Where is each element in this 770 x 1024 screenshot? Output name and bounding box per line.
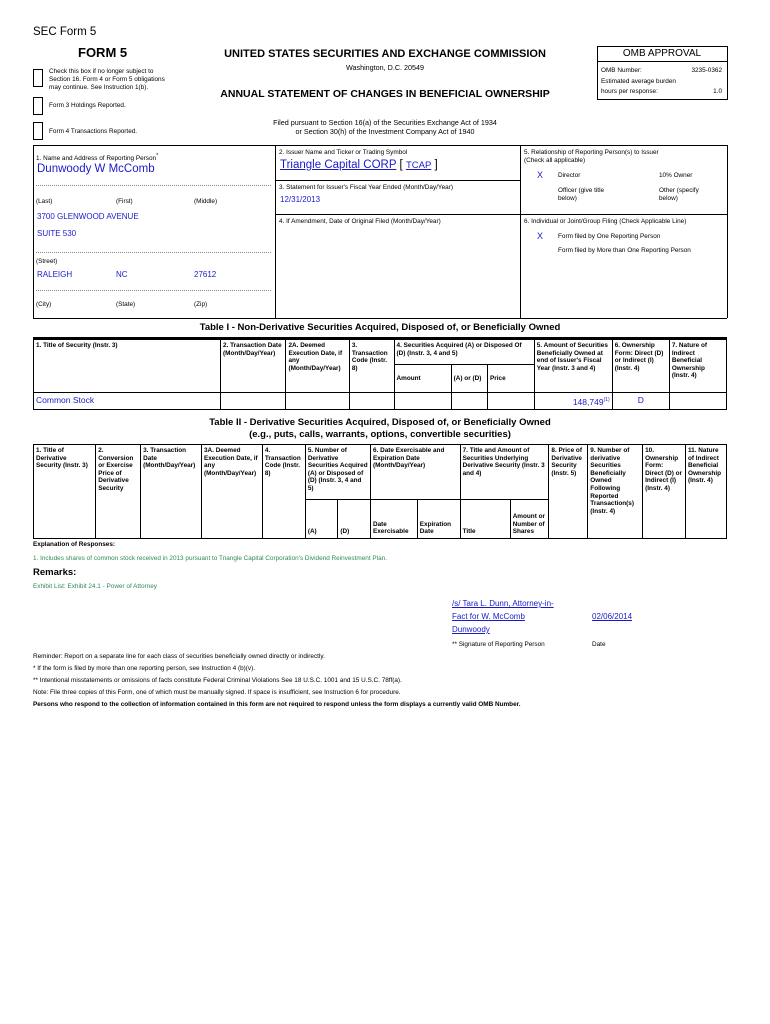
- director-label: Director: [558, 172, 581, 179]
- reporting-person-label: 1. Name and Address of Reporting Person*: [36, 153, 159, 163]
- omb-burden-label-2: hours per response:: [601, 88, 658, 95]
- signature-line-3: Dunwoody: [452, 625, 490, 634]
- t2-header-owned: 9. Number of derivative Securities Beneficially Owned Following Reported Transaction(s) (Instr. 4): [588, 445, 643, 539]
- omb-response-note: Persons who respond to the collection of information contained in this form are not required to respond unless the form displays a currently valid OMB Number.: [33, 701, 521, 708]
- filing-label: 6. Individual or Joint/Group Filing (Check Applicable Line): [524, 218, 687, 225]
- explanation-note-1: 1. Includes shares of common stock received in 2013 pursuant to Triangle Capital Corporation's Dividend Reinvestment Plan.: [33, 555, 387, 562]
- t2-header-title: 1. Title of Derivative Security (Instr. 3): [34, 445, 96, 539]
- zip-value: 27612: [194, 270, 217, 279]
- no-longer-subject-text-2: Section 16. Form 4 or Form 5 obligations: [49, 76, 165, 83]
- t1-header-title: 1. Title of Security (Instr. 3): [34, 340, 221, 393]
- issuer-name-row: Triangle Capital CORP [ TCAP ]: [280, 159, 438, 171]
- state-value: NC: [116, 270, 128, 279]
- remarks-text: Exhibit List: Exhibit 24.1 - Power of Attorney: [33, 583, 157, 590]
- table1: [33, 339, 727, 410]
- date-label: Date: [592, 641, 606, 648]
- t1-header-nature: 7. Nature of Indirect Beneficial Ownership (Instr. 4): [669, 340, 726, 393]
- t1-row-security: Common Stock: [34, 393, 221, 410]
- t1-header-amount: Amount: [394, 365, 451, 393]
- table1-title: Table I - Non-Derivative Securities Acquired, Disposed of, or Beneficially Owned: [199, 322, 561, 333]
- t2-header-expiration: Expiration Date: [417, 500, 460, 539]
- t2-header-ownership: 10. Ownership Form: Direct (D) or Indirect (I) (Instr. 4): [643, 445, 686, 539]
- doc-title: SEC Form 5: [33, 26, 97, 38]
- amendment-label: 4. If Amendment, Date of Original Filed (Month/Day/Year): [279, 218, 441, 225]
- t1-header-date: 2. Transaction Date (Month/Day/Year): [221, 340, 286, 393]
- form4-transactions-checkbox[interactable]: [33, 122, 43, 140]
- director-mark[interactable]: X: [537, 170, 544, 180]
- form4-transactions-label: Form 4 Transactions Reported.: [49, 128, 138, 135]
- t2-header-underlying: 7. Title and Amount of Securities Underlying Derivative Security (Instr. 3 and 4): [460, 445, 549, 500]
- filed-pursuant-1: Filed pursuant to Section 16(a) of the Securities Exchange Act of 1934: [273, 118, 497, 127]
- t2-header-conversion: 2. Conversion or Exercise Price of Derivative Security: [96, 445, 141, 539]
- issuer-name: Triangle Capital CORP: [280, 159, 397, 171]
- city-label: (City): [36, 301, 52, 308]
- ten-percent-owner-label: 10% Owner: [659, 172, 693, 179]
- form-title: FORM 5: [78, 45, 128, 60]
- no-longer-subject-text-3: may continue. See Instruction 1(b).: [49, 84, 149, 91]
- more-person-label: Form filed by More than One Reporting Person: [558, 247, 691, 254]
- t1-header-securities: 4. Securities Acquired (A) or Disposed Of (D) (Instr. 3, 4 and 5): [394, 340, 534, 365]
- table-row: [34, 393, 727, 410]
- omb-number-value: 3235-0362: [691, 67, 722, 74]
- omb-header: OMB APPROVAL: [622, 48, 702, 59]
- street-label: (Street): [36, 258, 58, 265]
- t2-header-date: 3. Transaction Date (Month/Day/Year): [141, 445, 202, 539]
- omb-number-label: OMB Number:: [601, 67, 642, 74]
- statement-title: ANNUAL STATEMENT OF CHANGES IN BENEFICIAL OWNERSHIP: [220, 88, 550, 100]
- street-line-2: SUITE 530: [37, 229, 77, 238]
- t2-header-number: 5. Number of Derivative Securities Acquired (A) or Disposed of (D) (Instr. 3, 4 and 5): [305, 445, 370, 500]
- t2-header-price: 8. Price of Derivative Security (Instr. 5): [549, 445, 588, 539]
- other-label-1: Other (specify: [659, 187, 699, 194]
- star-note: * If the form is filed by more than one reporting person, see Instruction 4 (b)(v).: [33, 665, 255, 672]
- t1-header-amount-owned: 5. Amount of Securities Beneficially Owned at end of Issuer's Fiscal Year (Instr. 3 and 4): [534, 340, 612, 393]
- relationship-label-2: (Check all applicable): [524, 157, 586, 164]
- omb-burden-value: 1.0: [713, 88, 722, 95]
- last-name-label: (Last): [36, 198, 53, 205]
- t2-header-amount-shares: Amount or Number of Shares: [510, 500, 549, 539]
- issuer-label: 2. Issuer Name and Ticker or Trading Symbol: [279, 149, 408, 156]
- t1-header-ownership: 6. Ownership Form: Direct (D) or Indirect (I) (Instr. 4): [612, 340, 669, 393]
- table2-title-1: Table II - Derivative Securities Acquired, Disposed of, or Beneficially Owned: [209, 417, 551, 428]
- reminder-note: Reminder: Report on a separate line for each class of securities beneficially owned directly or indirectly.: [33, 653, 325, 660]
- t2-header-a: (A): [305, 500, 338, 539]
- t2-header-nature: 11. Nature of Indirect Beneficial Ownership (Instr. 4): [685, 445, 726, 539]
- first-name-label: (First): [116, 198, 133, 205]
- t1-header-code: 3. Transaction Code (Instr. 8): [349, 340, 394, 393]
- file-copies-note: Note: File three copies of this Form, one of which must be manually signed. If space is insufficient, see Instruction 6 for procedure.: [33, 689, 401, 696]
- one-person-mark[interactable]: X: [537, 231, 544, 241]
- t1-header-ad: (A) or (D): [451, 365, 487, 393]
- officer-label-2: below): [558, 195, 577, 202]
- middle-name-label: (Middle): [194, 198, 218, 205]
- t1-header-price: Price: [488, 365, 535, 393]
- table2-title-2: (e.g., puts, calls, warrants, options, convertible securities): [249, 429, 511, 440]
- fiscal-year-value: 12/31/2013: [280, 195, 321, 204]
- agency-city: Washington, D.C. 20549: [345, 63, 425, 72]
- explanation-label: Explanation of Responses:: [33, 541, 116, 548]
- omb-burden-label-1: Estimated average burden: [601, 78, 676, 85]
- form3-holdings-label: Form 3 Holdings Reported.: [49, 102, 126, 109]
- t1-row-form: D: [612, 393, 669, 410]
- remarks-label: Remarks:: [33, 567, 77, 578]
- double-star-note: ** Intentional misstatements or omissions of facts constitute Federal Criminal Violations See 18 U.S.C. 1001 and 15 U.S.C. 78ff(a).: [33, 677, 402, 684]
- state-label: (State): [116, 301, 136, 308]
- t2-header-deemed: 3A. Deemed Execution Date, if any (Month/Day/Year): [201, 445, 262, 539]
- t2-header-code: 4. Transaction Code (Instr. 8): [262, 445, 305, 539]
- t2-header-d: (D): [338, 500, 371, 539]
- no-longer-subject-checkbox[interactable]: [33, 69, 43, 87]
- other-label-2: below): [659, 195, 678, 202]
- t1-row-amount-owned: 148,749$^{(1)}$: [534, 393, 612, 410]
- signature-label: ** Signature of Reporting Person: [452, 641, 545, 648]
- t2-header-exercisable: 6. Date Exercisable and Expiration Date (Month/Day/Year): [370, 445, 460, 500]
- issuer-ticker: TCAP: [405, 160, 432, 171]
- relationship-label-1: 5. Relationship of Reporting Person(s) to Issuer: [524, 149, 659, 156]
- zip-label: (Zip): [194, 301, 208, 308]
- t2-header-title-underlying: Title: [460, 500, 510, 539]
- city-value: RALEIGH: [37, 270, 73, 279]
- signature-line-1: /s/ Tara L. Dunn, Attorney-in-: [452, 599, 554, 608]
- fiscal-year-label: 3. Statement for Issuer's Fiscal Year Ended (Month/Day/Year): [279, 184, 453, 191]
- officer-label-1: Officer (give title: [558, 187, 605, 194]
- table2: [33, 444, 727, 539]
- no-longer-subject-text-1: Check this box if no longer subject to: [49, 68, 154, 75]
- signature-date: 02/06/2014: [592, 612, 633, 621]
- street-line-1: 3700 GLENWOOD AVENUE: [37, 212, 139, 221]
- filed-pursuant-2: or Section 30(h) of the Investment Company Act of 1940: [295, 127, 475, 136]
- signature-line-2: Fact for W. McComb: [452, 612, 525, 621]
- form3-holdings-checkbox[interactable]: [33, 97, 43, 115]
- t1-header-deemed: 2A. Deemed Execution Date, if any (Month/Day/Year): [286, 340, 349, 393]
- one-person-label: Form filed by One Reporting Person: [558, 233, 661, 240]
- t2-header-date-exercisable: Date Exercisable: [370, 500, 417, 539]
- agency-title: UNITED STATES SECURITIES AND EXCHANGE COMMISSION: [224, 48, 546, 60]
- reporting-person-name: Dunwoody W McComb: [37, 163, 155, 175]
